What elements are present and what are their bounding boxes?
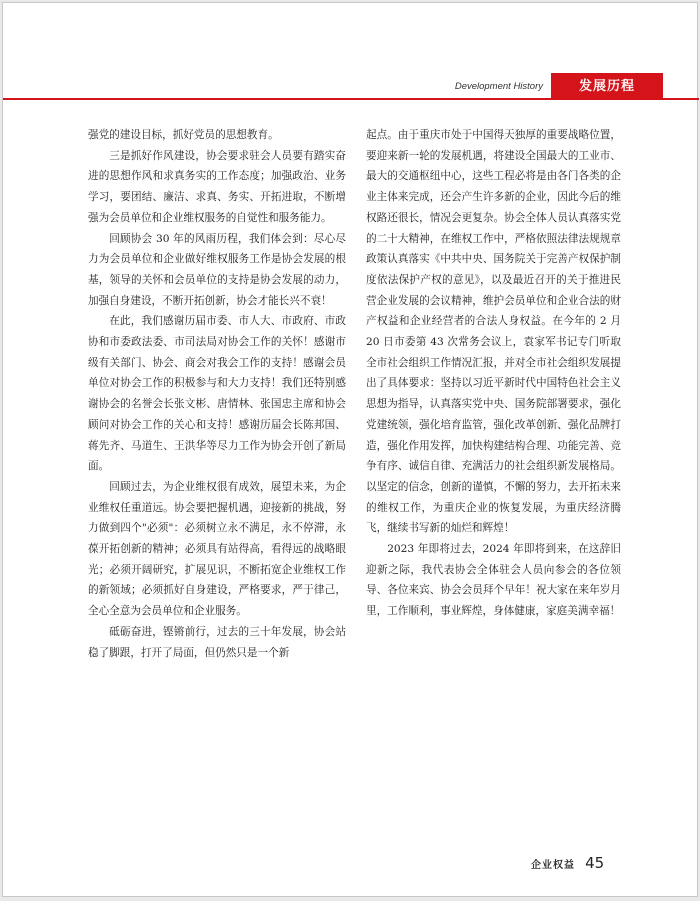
left-column bbox=[88, 125, 346, 663]
paragraph: 起点。由于重庆市处于中国得天独厚的重要战略位置，要迎来新一轮的发展机遇，将建设全国最大的工业市、最大的交通枢纽中心，这些工程必将是由各门各类的企业主体来完成，还会产生许多新的企业，因此今后的维权路还很长，情况会更复杂。协会全体人员认真落实党的二十大精神，在维权工作中，严格依照法律法规规章政策认真落实《中共中央、国务院关于完善产权保护制度依法保护产权的意见》，以及最近召开的关于推进民营企业发展的会议精神，维护会员单位和企业合法的财产权益和企业经营者的合法人身权益。在今年的 2 月 20 日市委第 43 次常务会议上，袁家军书记专门听取全市社会组织工作情况汇报，并对全市社会组织发展提出了具体要求：坚持以习近平新时代中国特色社会主义思想为指导，认真落实党中央、国务院部署要求，强化党建统领，强化培育监管，强化改革创新、强化品牌打造，强化作用发挥，加快构建结构合理、功能完善、竞争有序、诚信自律、充满活力的社会组织新发展格局。以坚定的信念，创新的谨慎，不懈的努力，去开拓未来的维权工作，为重庆企业的恢复发展，为重庆经济腾飞，继续书写新的灿烂和辉煌！ bbox=[366, 129, 621, 535]
paragraph: 回顾过去，为企业维权很有成效，展望未来，为企业维权任重道远。协会要把握机遇，迎接新的挑战，努力做到四个"必须"：必须树立永不满足，永不停滞，永葆开拓创新的精神；必须具有站得高，看得远的战略眼光；必须开阔研究，扩展见识，不断拓宽企业维权工作的新领域；必须抓好自身建设，严格要求，严于律己，全心全意为会员单位和企业服务。 bbox=[88, 480, 346, 618]
section-title-badge: 发展历程 bbox=[551, 73, 663, 100]
magazine-page bbox=[2, 2, 698, 897]
paragraph: 强党的建设目标，抓好党员的思想教育。 bbox=[88, 129, 279, 141]
paragraph: 砥砺奋进，铿锵前行，过去的三十年发展，协会站稳了脚跟，打开了局面，但仍然只是一个新 bbox=[88, 625, 346, 659]
paragraph: 三是抓好作风建设，协会要求驻会人员要有踏实奋进的思想作风和求真务实的工作态度；加强政治、业务学习，要团结、廉洁、求真、务实、开拓进取，不断增强为会员单位和企业维权服务的自觉性和服务能力。 bbox=[88, 149, 346, 224]
paragraph: 回顾协会 30 年的风雨历程，我们体会到：尽心尽力为会员单位和企业做好维权服务工作是协会发展的根基，领导的关怀和会员单位的支持是协会发展的动力，加强自身建设，不断开拓创新，协会才能长兴不衰！ bbox=[88, 232, 346, 307]
section-title-en: Development History bbox=[454, 81, 543, 92]
page-number: 45 bbox=[585, 854, 605, 872]
paragraph: 在此，我们感谢历届市委、市人大、市政府、市政协和市委政法委、市司法局对协会工作的关怀！感谢市级有关部门、协会、商会对我会工作的支持！感谢会员单位对协会工作的积极参与和大力支持！我们还特别感谢协会的名誉会长张文彬、唐情林、张国忠主席和协会顾问对协会工作的关心和支持！感谢历届会长陈邦国、蒋先齐、马道生、王洪华等尽力工作为协会开创了新局面。 bbox=[88, 315, 346, 473]
right-column bbox=[366, 125, 621, 622]
page-footer bbox=[531, 853, 604, 872]
paragraph: 2023 年即将过去，2024 年即将到来，在这辞旧迎新之际，我代表协会全体驻会人员向参会的各位领导、各位来宾、协会会员拜个早年！祝大家在来年岁月里，工作顺利，事业辉煌，身体健康，家庭美满幸福！ bbox=[366, 543, 621, 618]
magazine-name: 企业权益 bbox=[531, 860, 575, 871]
